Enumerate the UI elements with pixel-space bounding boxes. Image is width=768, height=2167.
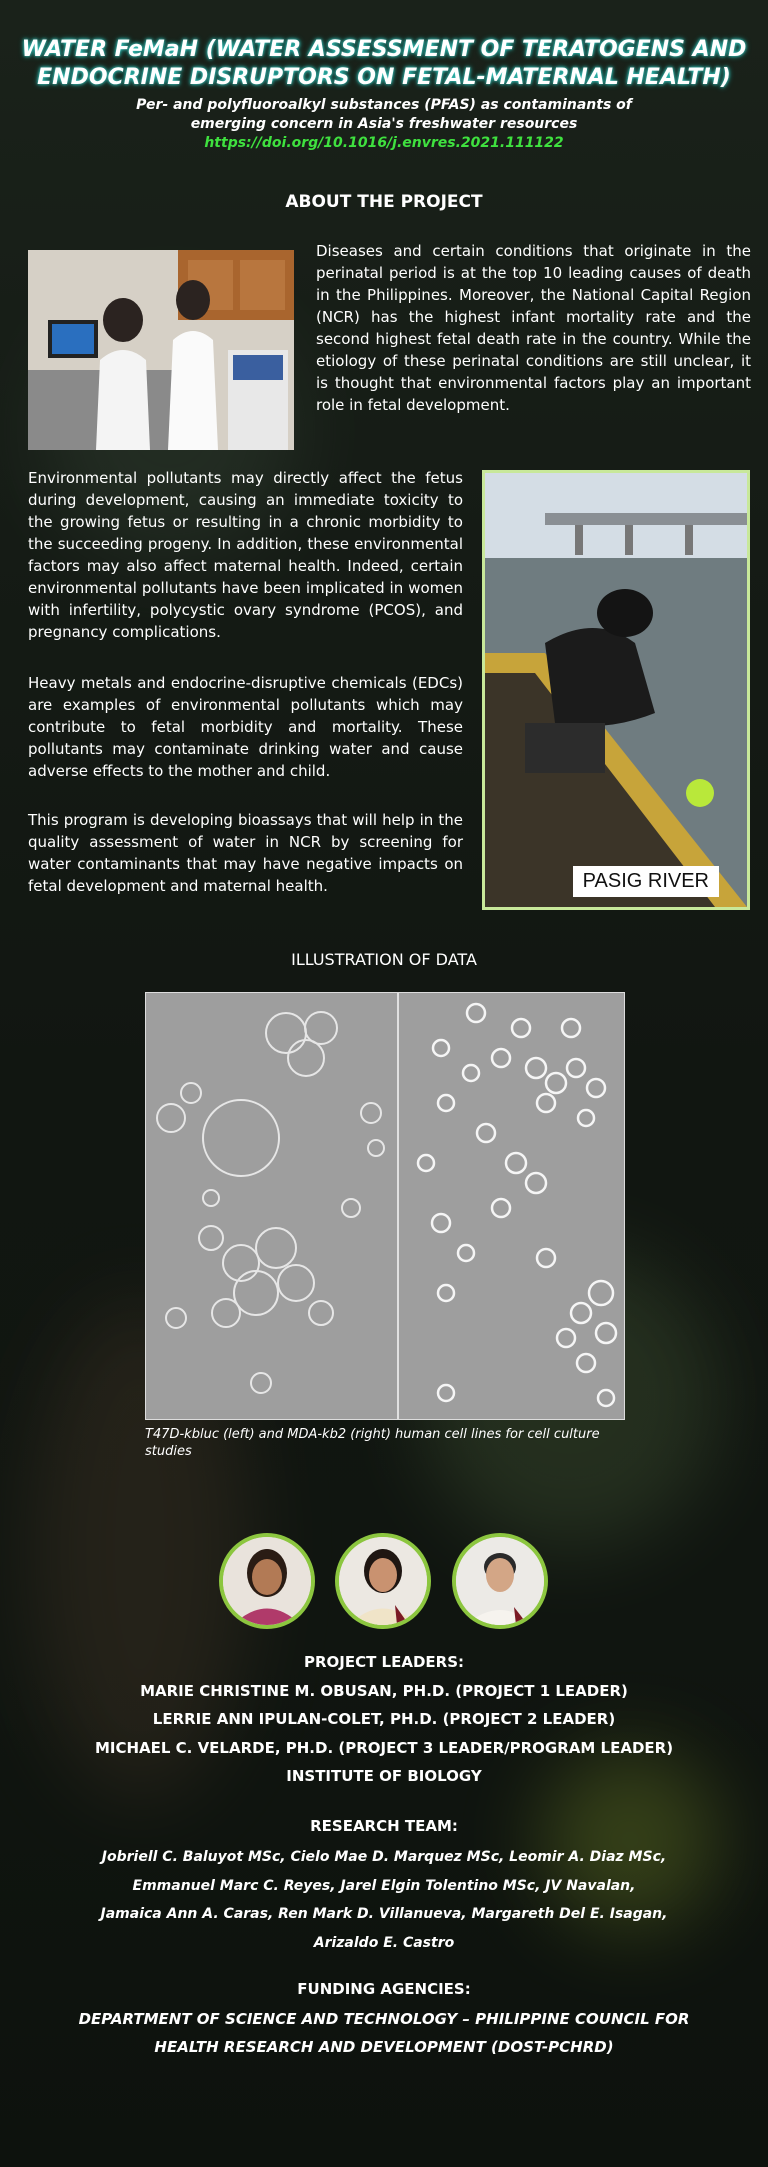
subtitle-line: Per- and polyfluoroalkyl substances (PFAS) as contaminants of [136, 97, 632, 113]
funding-heading: FUNDING AGENCIES: [297, 1980, 471, 1998]
micrograph-caption: T47D-kbluc (left) and MDA-kb2 (right) human cell lines for cell culture studies [145, 1427, 600, 1459]
team-line: Emmanuel Marc C. Reyes, Jarel Elgin Tolentino MSc, JV Navalan, [132, 1877, 636, 1894]
about-heading: ABOUT THE PROJECT [285, 192, 483, 212]
funding-agencies [0, 2005, 768, 2061]
research-team-heading: RESEARCH TEAM: [310, 1817, 458, 1835]
team-line: Jamaica Ann A. Caras, Ren Mark D. Villanueva, Margareth Del E. Isagan, [100, 1906, 668, 1922]
river-label: PASIG RIVER [573, 866, 719, 897]
avatar [335, 1533, 431, 1629]
environmental-paragraph: Environmental pollutants may directly affect the fetus during development, causing an immediate toxicity to the growing fetus or resulting in a chronic morbidity to the succeeding progeny. In addition, these environmental factors may also affect maternal health. Indeed, certain environmental pollutants have been implicated in women with infertility, polycystic ovary syndrome (PCOS), and pregnancy complications. [28, 469, 463, 641]
lab-photo [28, 250, 294, 450]
intro-paragraph: Diseases and certain conditions that originate in the perinatal period is at the top 10 leading causes of death in the Philippines. Moreover, the National Capital Region (NCR) has the highest infant mortality rate and the second highest fetal death rate in the country. While the etiology of these perinatal conditions are still unclear, it is thought that environmental factors play an important role in fetal development. [316, 242, 751, 414]
leader-name: MARIE CHRISTINE M. OBUSAN, PH.D. (PROJECT 1 LEADER) [140, 1681, 628, 1700]
research-team [0, 1843, 768, 1957]
illustration-heading: ILLUSTRATION OF DATA [291, 950, 477, 969]
subtitle-line: emerging concern in Asia's freshwater resources [190, 116, 578, 132]
leaders-heading: PROJECT LEADERS: [303, 1653, 465, 1671]
leader-name: MICHAEL C. VELARDE, PH.D. (PROJECT 3 LEADER/PROGRAM LEADER) [94, 1738, 674, 1757]
leader-name: LERRIE ANN IPULAN-COLET, PH.D. (PROJECT 2 LEADER) [152, 1710, 616, 1728]
team-line: Jobriell C. Baluyot MSc, Cielo Mae D. Marquez MSc, Leomir A. Diaz MSc, [101, 1849, 667, 1865]
title-line: ENDOCRINE DISRUPTORS ON FETAL-MATERNAL HEALTH) [37, 65, 731, 90]
heavy-metals-paragraph: Heavy metals and endocrine-disruptive chemicals (EDCs) are examples of environmental pollutants which may contribute to fetal morbidity and mortality. These pollutants may contaminate drinking water and cause adverse effects to the mother and child. [28, 674, 463, 780]
avatar [452, 1533, 548, 1629]
funding-line: HEALTH RESEARCH AND DEVELOPMENT (DOST-PCHRD) [154, 2038, 614, 2056]
cell-micrograph [145, 992, 625, 1420]
program-paragraph: This program is developing bioassays that will help in the quality assessment of water in NCR by screening for water contaminants that may have negative impacts on fetal development and maternal health. [28, 811, 463, 895]
institute-name: INSTITUTE OF BIOLOGY [286, 1767, 482, 1785]
river-photo [482, 470, 750, 910]
funding-line: DEPARTMENT OF SCIENCE AND TECHNOLOGY – PHILIPPINE COUNCIL FOR [78, 2010, 690, 2028]
project-leaders [0, 1648, 768, 1791]
team-line: Arizaldo E. Castro [313, 1934, 455, 1951]
doi-link[interactable]: https://doi.org/10.1016/j.envres.2021.111122 [204, 135, 564, 151]
avatar [219, 1533, 315, 1629]
page-title [0, 36, 768, 92]
title-line: WATER FeMaH (WATER ASSESSMENT OF TERATOGENS AND [21, 37, 747, 62]
subtitle [0, 96, 768, 153]
